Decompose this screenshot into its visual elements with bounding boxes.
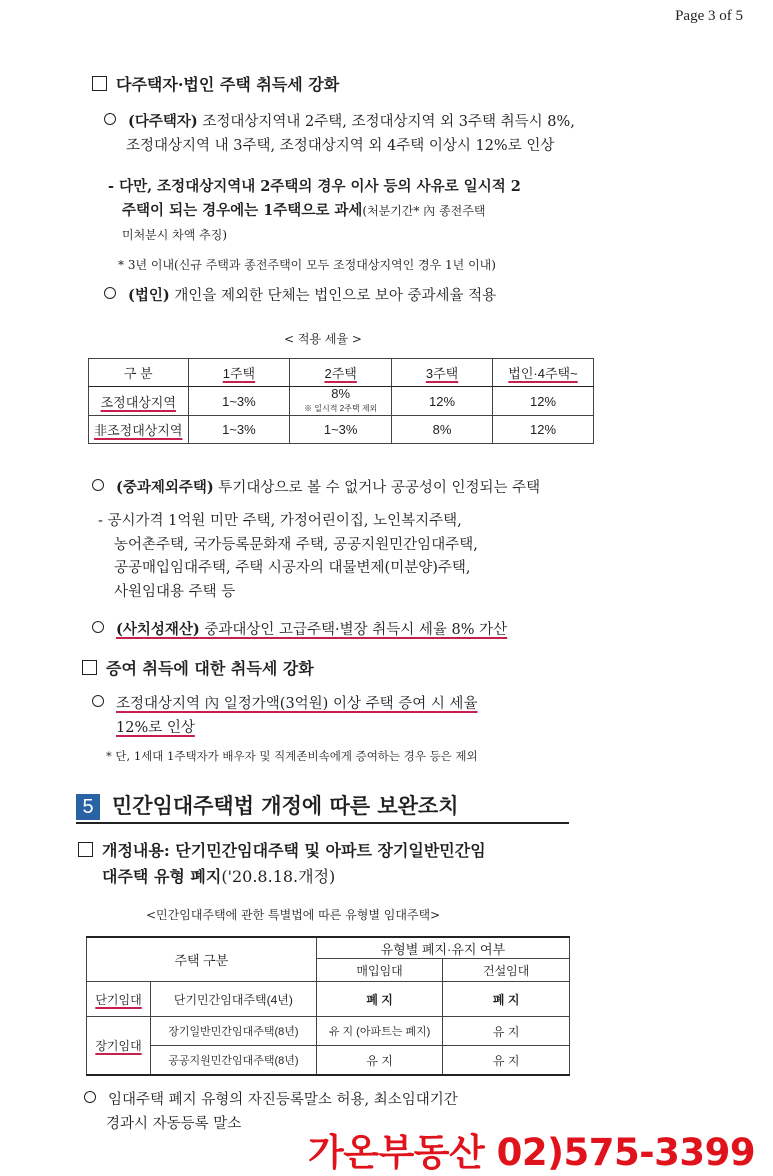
checkbox-square-icon [78, 842, 93, 857]
circle-bullet-icon [84, 1091, 96, 1103]
item-multi-owner: (다주택자) 조정대상지역내 2주택, 조정대상지역 외 3주택 취득시 8%, 조정대상지역 내 3주택, 조정대상지역 외 4주택 이상시 12%로 인상 [104, 110, 724, 158]
circle-bullet-icon [92, 621, 104, 633]
rate-header-2: 2주택 [290, 359, 392, 387]
rental-header-type: 주택 구분 [87, 937, 317, 982]
section-5-title: 민간임대주택법 개정에 따른 보완조치 [112, 794, 459, 818]
heading-multi: 다주택자·법인 주택 취득세 강화 [92, 72, 339, 95]
rate-table-caption: < 적용 세율 > [284, 332, 362, 346]
table-row: 장기임대 장기일반민간임대주택(8년) 유 지 (아파트는 폐지) 유 지 [87, 1017, 570, 1046]
rate-header-4: 법인·4주택~ [493, 359, 594, 387]
table-row: 단기임대 단기민간임대주택(4년) 폐 지 폐 지 [87, 982, 570, 1017]
rate-header-3: 3주택 [392, 359, 493, 387]
table-row: 공공지원민간임대주택(8년) 유 지 유 지 [87, 1046, 570, 1076]
checkbox-square-icon [82, 660, 97, 675]
rate-header-1: 1주택 [188, 359, 290, 387]
item-multi-exception: - 다만, 조정대상지역내 2주택의 경우 이사 등의 사유로 일시적 2 주택이 되는 경우에는 1주택으로 과세(처분기간* 內 종전주택 미처분시 차액 추징) [108, 178, 521, 242]
checkbox-square-icon [92, 76, 107, 91]
item-gift: 조정대상지역 內 일정가액(3억원) 이상 주택 증여 시 세율 12%로 인상 [92, 692, 732, 740]
rate-header-category: 구 분 [89, 359, 189, 387]
section-number-badge: 5 [76, 794, 100, 820]
table-row: 非조정대상지역 1~3% 1~3% 8% 12% [89, 416, 594, 444]
rental-table [86, 936, 570, 1076]
circle-bullet-icon [104, 287, 116, 299]
table-row: 조정대상지역 1~3% 8% ※ 일시적 2주택 제외 12% 12% [89, 387, 594, 416]
item-corporate: (법인) 개인을 제외한 단체는 법인으로 보아 중과세율 적용 [104, 284, 496, 308]
exempt-list: - 공시가격 1억원 미만 주택, 가정어린이집, 노인복지주택, 농어촌주택, 국가등록문화재 주택, 공공지원민간임대주택, 공공매입임대주택, 주택 시공자의 대물변제(미분양)주택, 사원임대용 주택 등 [98, 513, 478, 600]
rental-header-group: 유형별 폐지·유지 여부 [316, 937, 569, 959]
circle-bullet-icon [92, 695, 104, 707]
circle-bullet-icon [104, 113, 116, 125]
item-final: 임대주택 폐지 유형의 자진등록말소 허용, 최소임대기간 경과시 자동등록 말소 [84, 1088, 604, 1136]
page-number: Page 3 of 5 [675, 8, 743, 24]
item-exempt: (중과제외주택) 투기대상으로 볼 수 없거나 공공성이 인정되는 주택 [92, 476, 540, 500]
agency-phone-banner: 가온부동산 02)575-3399 [308, 1131, 756, 1174]
rental-header-buy: 매입임대 [316, 959, 443, 982]
circle-bullet-icon [92, 479, 104, 491]
heading-gift: 증여 취득에 대한 취득세 강화 [82, 656, 314, 679]
note-three-years: * 3년 이내(신규 주택과 종전주택이 모두 조정대상지역인 경우 1년 이내) [118, 258, 496, 272]
note-gift: * 단, 1세대 1주택자가 배우자 및 직계존비속에게 증여하는 경우 등은 제외 [106, 749, 478, 763]
heading-revision: 개정내용: 단기민간임대주택 및 아파트 장기일반민간임 대주택 유형 폐지('20.8.18.개정) [78, 838, 698, 890]
rate-table [88, 358, 594, 444]
item-luxury: (사치성재산) 중과대상인 고급주택·별장 취득시 세율 8% 가산 [92, 618, 507, 642]
section-5-header [76, 790, 569, 824]
rental-table-caption: <민간임대주택에 관한 특별법에 따른 유형별 임대주택> [146, 908, 441, 922]
rental-header-build: 건설임대 [443, 959, 570, 982]
